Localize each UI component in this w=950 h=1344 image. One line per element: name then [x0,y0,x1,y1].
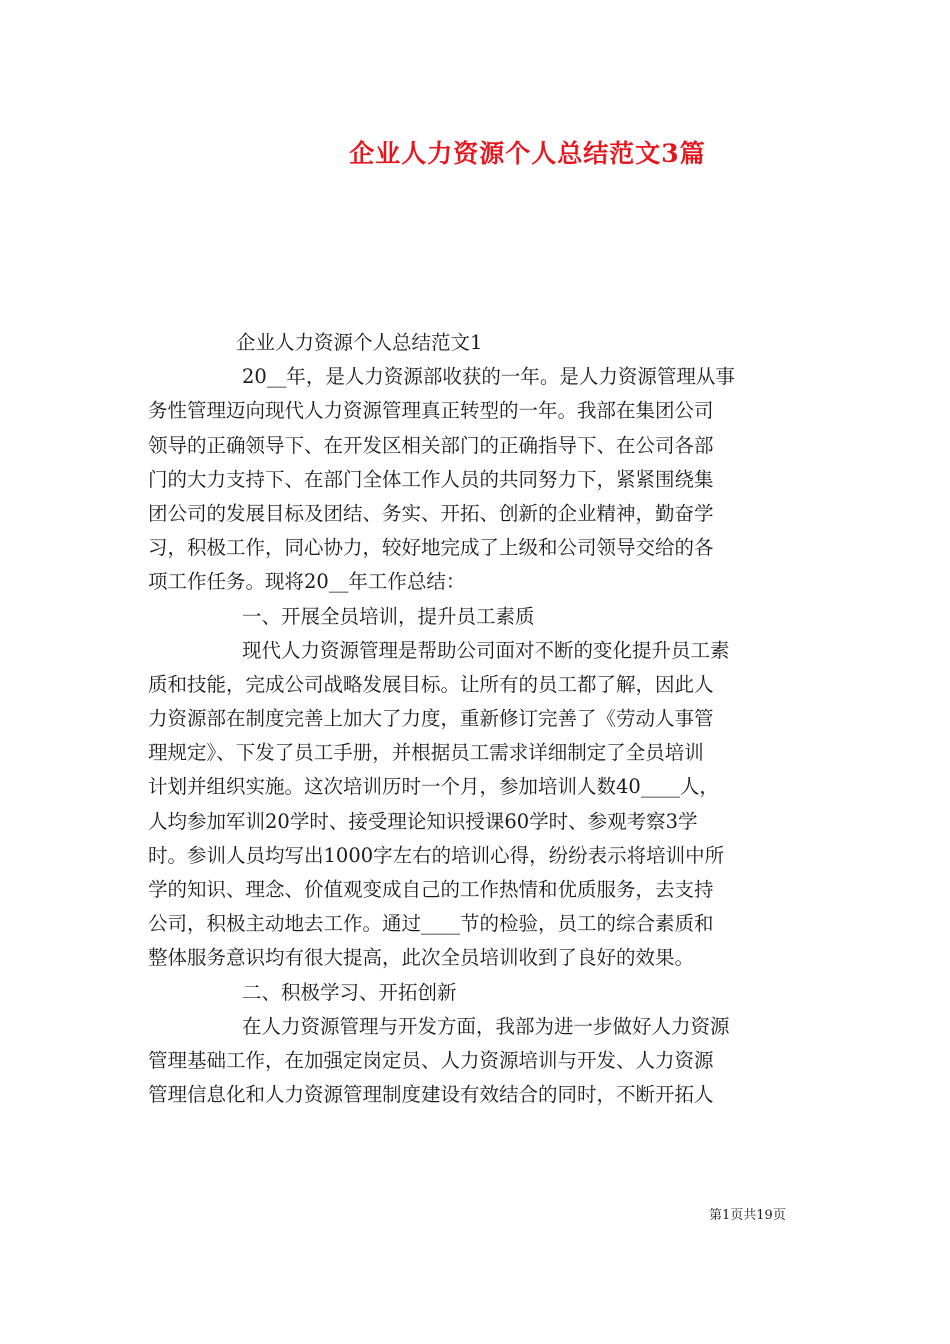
paragraph-line: 20__年，是人力资源部收获的一年。是人力资源管理从事 [242,365,735,389]
paragraph-line: 务性管理迈向现代人力资源管理真正转型的一年。我部在集团公司 [148,399,714,423]
section-title: 企业人力资源个人总结范文1 [236,331,483,354]
paragraph-line: 习，积极工作，同心协力，较好地完成了上级和公司领导交给的各 [148,536,714,560]
paragraph-line: 学的知识、理念、价值观变成自己的工作热情和优质服务，去支持 [148,878,714,901]
paragraph-line: 人均参加军训20学时、接受理论知识授课60学时、参观考察3学 [148,809,698,833]
page-number-footer: 第1页共19页 [709,1208,786,1223]
paragraph-line: 计划并组织实施。这次培训历时一个月，参加培训人数40____人， [148,775,719,799]
paragraph-line: 门的大力支持下、在部门全体工作人员的共同努力下，紧紧围绕集 [148,467,714,491]
paragraph-line: 力资源部在制度完善上加大了力度，重新修订完善了《劳动人事管 [148,707,714,731]
paragraph-line: 公司，积极主动地去工作。通过____节的检验，员工的综合素质和 [148,912,714,936]
document-title: 企业人力资源个人总结范文3篇 [349,139,706,168]
paragraph-line: 质和技能，完成公司战略发展目标。让所有的员工都了解，因此人 [148,672,714,696]
paragraph-line: 管理信息化和人力资源管理制度建设有效结合的同时，不断开拓人 [148,1083,714,1107]
paragraph-line: 领导的正确领导下、在开发区相关部门的正确指导下、在公司各部 [148,433,714,457]
paragraph-line: 项工作任务。现将20__年工作总结： [148,570,466,594]
paragraph-line: 管理基础工作，在加强定岗定员、人力资源培训与开发、人力资源 [148,1048,714,1072]
paragraph-line: 整体服务意识均有很大提高，此次全员培训收到了良好的效果。 [148,946,695,970]
paragraph-line: 团公司的发展目标及团结、务实、开拓、创新的企业精神，勤奋学 [148,501,714,525]
document-body [148,326,808,1112]
paragraph-line: 时。参训人员均写出1000字左右的培训心得，纷纷表示将培训中所 [148,843,725,867]
paragraph-line: 理规定》、下发了员工手册，并根据员工需求详细制定了全员培训 [148,741,704,765]
paragraph-line: 现代人力资源管理是帮助公司面对不断的变化提升员工素 [242,638,730,662]
section-heading: 二、积极学习、开拓创新 [242,980,457,1004]
section-heading: 一、开展全员培训，提升员工素质 [242,604,535,628]
paragraph-line: 在人力资源管理与开发方面，我部为进一步做好人力资源 [242,1014,730,1038]
